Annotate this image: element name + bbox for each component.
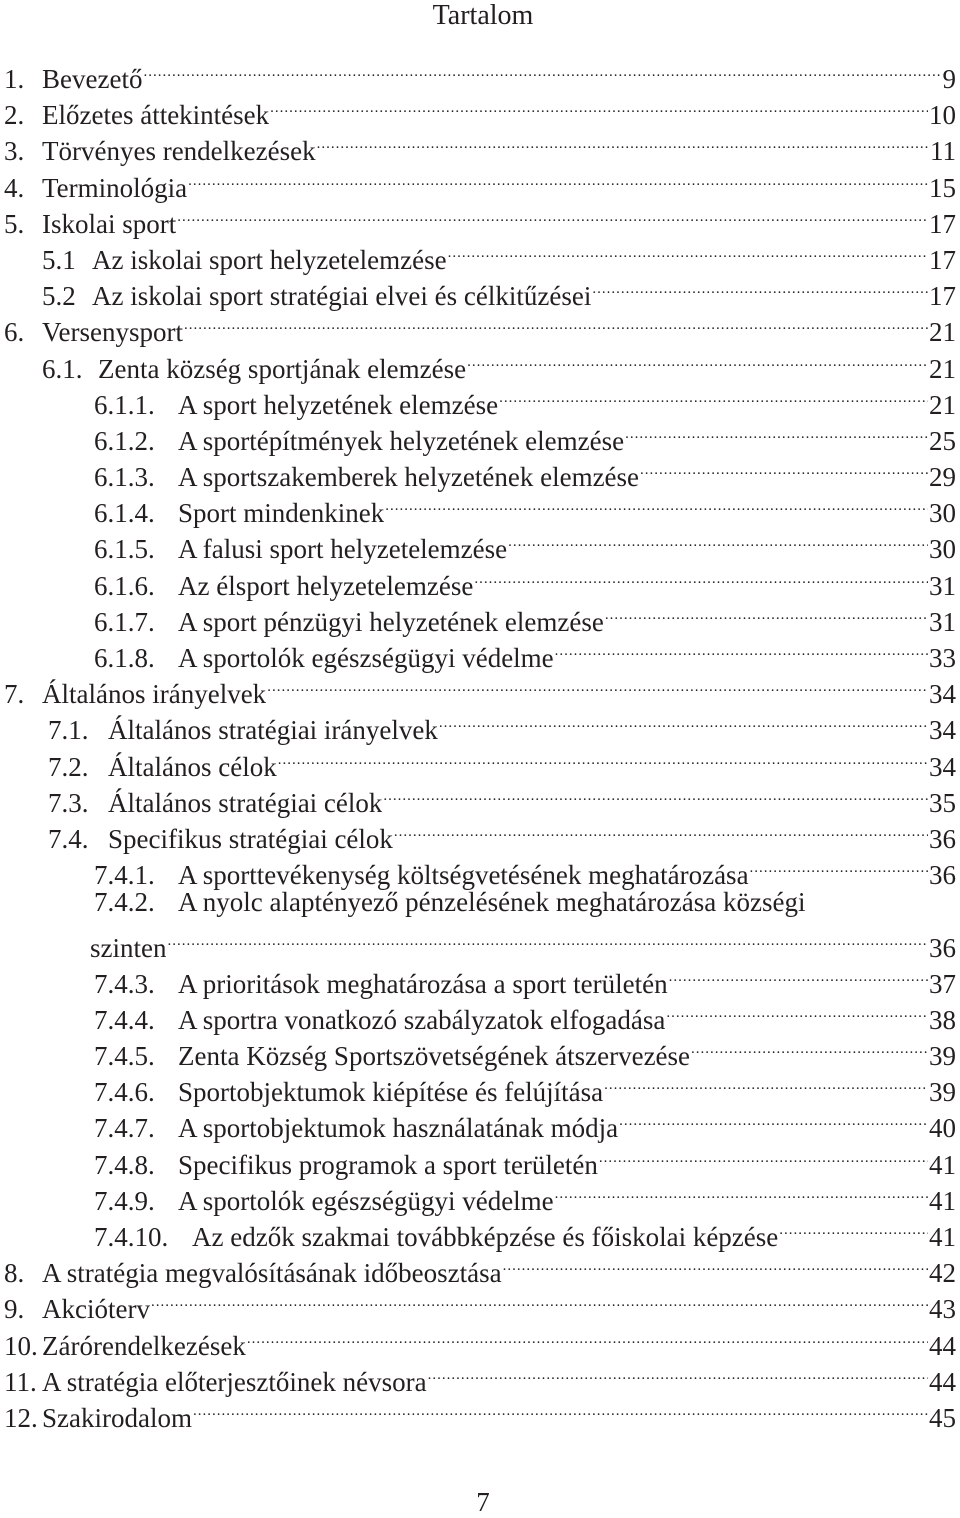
toc-entry-number: 6.1.2. xyxy=(94,425,155,456)
dot-leader xyxy=(193,1391,928,1427)
toc-entry-page: 25 xyxy=(929,425,956,456)
toc-entry[interactable] xyxy=(4,52,956,94)
toc-entry-title: Sport mindenkinek xyxy=(178,498,385,529)
toc-entry-page: 31 xyxy=(929,570,956,601)
dot-leader xyxy=(278,740,928,776)
toc-entry-title: Zenta Község Sportszövetségének átszervezése xyxy=(178,1041,691,1072)
toc-entry-title: Specifikus stratégiai célok xyxy=(108,823,393,854)
toc-entry-number: 6.1.6. xyxy=(94,570,155,601)
toc-entry-page: 30 xyxy=(929,498,956,529)
dot-leader xyxy=(592,269,928,305)
dot-leader xyxy=(439,703,928,739)
toc-entry-page: 17 xyxy=(929,244,956,275)
toc-entry-page: 39 xyxy=(929,1041,956,1072)
dot-leader xyxy=(555,1174,928,1210)
toc-entry-title: Terminológia xyxy=(42,172,188,203)
dot-leader xyxy=(184,305,928,341)
dot-leader xyxy=(385,486,928,522)
toc-entry-title: A falusi sport helyzetelemzése xyxy=(178,534,508,565)
toc-entry-page: 41 xyxy=(929,1222,956,1252)
dot-leader xyxy=(167,921,928,957)
toc-entry-page: 36 xyxy=(929,860,956,891)
toc-entry-page: 35 xyxy=(929,787,956,818)
toc-entry-number: 9. xyxy=(4,1294,25,1325)
toc-entry-title: Iskolai sport xyxy=(42,208,177,239)
toc-entry-title: A sportra vonatkozó szabályzatok elfogadása xyxy=(178,1004,666,1035)
toc-entry-title: Az élsport helyzetelemzése xyxy=(178,570,474,601)
toc-entry-page: 34 xyxy=(929,715,956,746)
toc-entry-title: Az edzők szakmai továbbképzése és főiskolai képzése xyxy=(192,1222,779,1252)
toc-entry-title: A sport helyzetének elemzése xyxy=(178,389,499,420)
toc-entry-title: Általános stratégiai célok xyxy=(108,787,383,818)
toc-entry-title: Sportobjektumok kiépítése és felújítása xyxy=(178,1077,604,1108)
dot-leader xyxy=(605,595,928,631)
toc-entry-number: 12. xyxy=(4,1402,38,1433)
dot-leader xyxy=(151,1282,928,1318)
toc-entry-number: 11. xyxy=(4,1366,37,1397)
dot-leader xyxy=(448,233,928,269)
toc-entry-number: 7.4.5. xyxy=(94,1041,155,1072)
dot-leader xyxy=(604,1065,928,1101)
toc-entry-page: 21 xyxy=(929,389,956,420)
toc-entry-title: Az iskolai sport stratégiai elvei és célkitűzései xyxy=(92,281,592,312)
toc-entry-number: 7.3. xyxy=(48,787,89,818)
dot-leader xyxy=(750,848,928,884)
toc-entry-number: 7.2. xyxy=(48,751,89,782)
dot-leader xyxy=(267,667,928,703)
toc-entry-title: Akcióterv xyxy=(42,1294,150,1325)
toc-entry-page: 39 xyxy=(929,1077,956,1108)
dot-leader xyxy=(691,1029,928,1065)
dot-leader xyxy=(270,88,928,124)
dot-leader xyxy=(474,559,928,595)
dot-leader xyxy=(508,522,928,558)
dot-leader xyxy=(394,812,928,848)
toc-entry-number: 7.4.4. xyxy=(94,1004,155,1035)
dot-leader xyxy=(669,957,928,993)
toc-entry-title: Az iskolai sport helyzetelemzése xyxy=(92,244,447,275)
toc-entry-title-continuation: szinten xyxy=(90,932,167,963)
toc-entry-title: A sportszakemberek helyzetének elemzése xyxy=(178,462,640,493)
dot-leader xyxy=(188,161,928,197)
toc-entry-number: 7. xyxy=(4,679,25,710)
toc-entry-title: A stratégia előterjesztőinek névsora xyxy=(42,1366,427,1397)
toc-entry-page: 10 xyxy=(929,100,956,131)
toc-entry-number: 1. xyxy=(4,64,25,94)
toc-entry[interactable] xyxy=(4,88,956,131)
toc-entry-number: 7.4.9. xyxy=(94,1185,155,1216)
toc-entry-title: Bevezető xyxy=(42,64,143,94)
dot-leader xyxy=(383,776,928,812)
toc-entry-number: 5.2 xyxy=(42,281,76,312)
toc-entry-page: 29 xyxy=(929,462,956,493)
toc-entry-number: 7.4.1. xyxy=(94,860,155,891)
dot-leader xyxy=(619,1101,928,1137)
toc-entry-title: Általános célok xyxy=(108,751,277,782)
toc-entry-title: A stratégia megvalósításának időbeosztása xyxy=(42,1258,502,1289)
toc-entry-number: 5.1 xyxy=(42,244,76,275)
toc-entry-title: A sporttevékenység költségvetésének meghatározása xyxy=(178,860,749,891)
toc-entry-number: 6.1.8. xyxy=(94,643,155,673)
toc-entry-number: 7.4. xyxy=(48,823,89,854)
toc-entry-number: 6.1.4. xyxy=(94,498,155,529)
toc-entry-number: 8. xyxy=(4,1258,25,1289)
dot-leader xyxy=(555,631,928,667)
toc-entry-page: 37 xyxy=(929,968,956,999)
toc-entry-number: 6.1. xyxy=(42,353,83,384)
toc-entry-continuation[interactable] xyxy=(4,921,956,963)
dot-leader xyxy=(625,414,928,450)
toc-entry-number: 5. xyxy=(4,208,25,239)
toc-entry-title: Zenta község sportjának elemzése xyxy=(98,353,467,384)
toc-entry-title: Versenysport xyxy=(42,317,183,348)
toc-entry-number: 6.1.1. xyxy=(94,389,155,420)
dot-leader xyxy=(143,52,941,88)
toc-entry-number: 10. xyxy=(4,1330,38,1361)
toc-entry-page: 41 xyxy=(929,1149,956,1180)
toc-entry-page: 38 xyxy=(929,1004,956,1035)
toc-entry-page: 17 xyxy=(929,208,956,239)
toc-entry-title: Általános stratégiai irányelvek xyxy=(108,715,438,746)
toc-entry-number: 7.1. xyxy=(48,715,89,746)
toc-entry-number: 7.4.3. xyxy=(94,968,155,999)
toc-entry-title: A sportépítmények helyzetének elemzése xyxy=(178,425,625,456)
toc-entry-number: 7.4.7. xyxy=(94,1113,155,1144)
dot-leader xyxy=(503,1246,928,1282)
toc-entry-number: 6.1.5. xyxy=(94,534,155,565)
dot-leader xyxy=(779,1210,928,1246)
toc-entry-page: 34 xyxy=(929,751,956,782)
toc-entry-title: A sport pénzügyi helyzetének elemzése xyxy=(178,606,604,637)
toc-entry-page: 36 xyxy=(929,823,956,854)
toc-entry-page: 44 xyxy=(929,1330,956,1361)
toc-entry-page: 30 xyxy=(929,534,956,565)
dot-leader xyxy=(177,197,928,233)
toc-entry-number: 7.4.8. xyxy=(94,1149,155,1180)
page-title: Tartalom xyxy=(432,0,534,31)
toc-entry-title: A prioritások meghatározása a sport területén xyxy=(178,968,668,999)
toc-entry-title: A sportobjektumok használatának módja xyxy=(178,1113,619,1144)
toc-entry-number: 6. xyxy=(4,317,25,348)
toc-entry-page: 44 xyxy=(929,1366,956,1397)
toc-entry-number: 7.4.10. xyxy=(94,1222,169,1252)
toc-entry-title: Előzetes áttekintések xyxy=(42,100,270,131)
toc-entry-page: 15 xyxy=(929,172,956,203)
toc-entry-page: 41 xyxy=(929,1185,956,1216)
toc-entry-page: 45 xyxy=(929,1402,956,1433)
toc-entry-title: A nyolc alaptényező pénzelésének meghatározása községi xyxy=(178,887,806,918)
dot-leader xyxy=(467,342,928,378)
toc-entry-number: 6.1.3. xyxy=(94,462,155,493)
toc-entry-title: Zárórendelkezések xyxy=(42,1330,246,1361)
dot-leader xyxy=(640,450,928,486)
toc-entry-number: 7.4.2. xyxy=(94,887,155,918)
toc-entry-page: 17 xyxy=(929,281,956,312)
toc-entry-page: 42 xyxy=(929,1258,956,1289)
toc-entry-title: Szakirodalom xyxy=(42,1402,192,1433)
toc-entry[interactable] xyxy=(4,884,956,920)
toc-entry-page: 40 xyxy=(929,1113,956,1144)
dot-leader xyxy=(317,124,929,160)
toc-entry-number: 3. xyxy=(4,136,25,167)
toc-entry-page: 34 xyxy=(929,679,956,710)
toc-entry-page: 21 xyxy=(929,317,956,348)
toc-entry-title: A sportolók egészségügyi védelme xyxy=(178,1185,554,1216)
toc-entry-number: 7.4.6. xyxy=(94,1077,155,1108)
toc-entry-page: 11 xyxy=(930,136,956,167)
toc-entry-page: 43 xyxy=(929,1294,956,1325)
toc-entry-page: 21 xyxy=(929,353,956,384)
dot-leader xyxy=(428,1355,928,1391)
toc-entry-title: Törvényes rendelkezések xyxy=(42,136,316,167)
toc-entry-page: 36 xyxy=(929,932,956,963)
dot-leader xyxy=(499,378,928,414)
toc-entry-number: 6.1.7. xyxy=(94,606,155,637)
toc-entry-page: 9 xyxy=(942,64,956,94)
toc-entry-page: 31 xyxy=(929,606,956,637)
page-number: 7 xyxy=(476,1487,490,1517)
table-of-contents xyxy=(4,52,956,1433)
dot-leader xyxy=(599,1138,928,1174)
dot-leader xyxy=(247,1319,928,1355)
toc-entry-title: A sportolók egészségügyi védelme xyxy=(178,643,554,673)
toc-entry-page: 33 xyxy=(929,643,956,673)
toc-entry-title: Specifikus programok a sport területén xyxy=(178,1149,598,1180)
toc-entry-number: 2. xyxy=(4,100,25,131)
toc-entry-number: 4. xyxy=(4,172,25,203)
dot-leader xyxy=(666,993,928,1029)
toc-entry-title: Általános irányelvek xyxy=(42,679,267,710)
